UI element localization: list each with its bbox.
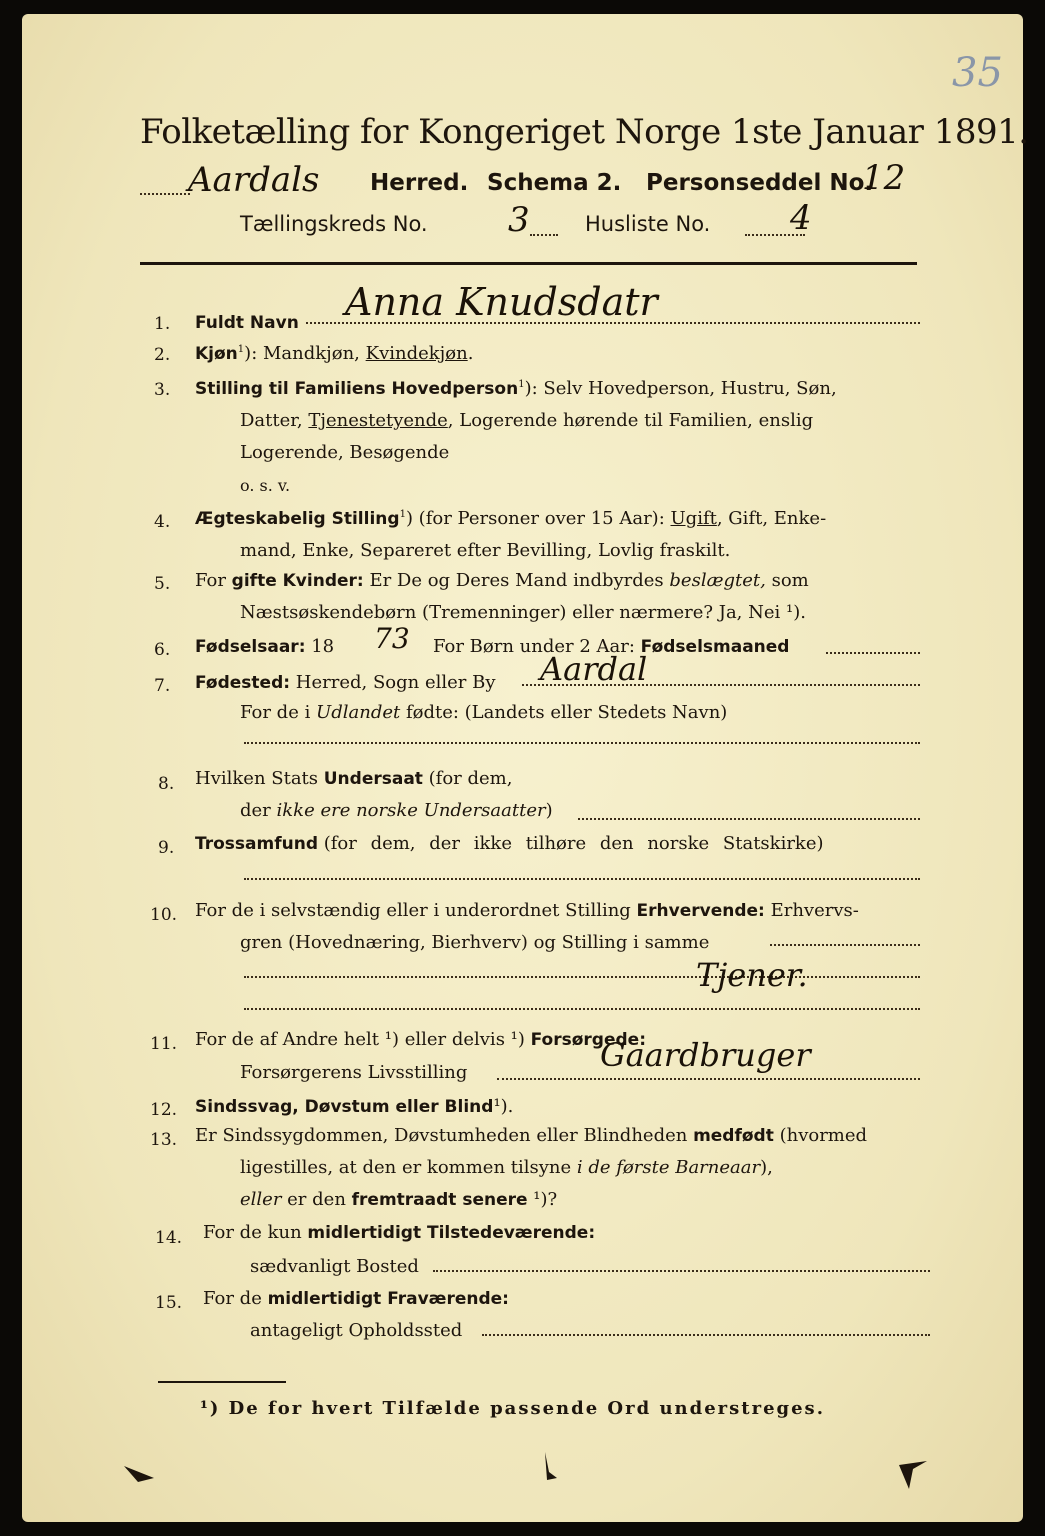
q14-l1-a: For de kun bbox=[203, 1222, 308, 1243]
q9-line bbox=[195, 833, 824, 854]
q7-line1 bbox=[195, 672, 496, 693]
q6-prefix: 18 bbox=[311, 636, 335, 657]
q8-l1-b: (for dem, bbox=[422, 768, 513, 789]
form-title: Folketælling for Kongeriget Norge 1ste Januar 1891. bbox=[140, 112, 1029, 152]
q7-number: 7. bbox=[154, 676, 171, 696]
personseddel-label: Personseddel No. bbox=[646, 170, 874, 196]
q10-line2: gren (Hovednæring, Bierhverv) og Stilling i samme bbox=[240, 932, 710, 953]
q3-line4: o. s. v. bbox=[240, 476, 291, 495]
q13-l2-b: ), bbox=[760, 1157, 773, 1178]
q13-l1-b: (hvormed bbox=[773, 1125, 868, 1146]
q3-label: Stilling til Familiens Hovedperson bbox=[195, 379, 519, 399]
q15-line2: antageligt Opholdssted bbox=[250, 1320, 463, 1341]
q15-l1-bold: midlertidigt Fraværende: bbox=[267, 1289, 509, 1309]
q5-line2: Næstsøskendebørn (Tremenninger) eller nærmere? Ja, Nei ¹). bbox=[240, 602, 806, 623]
q13-l3-bold: fremtraadt senere bbox=[351, 1190, 528, 1210]
schema-label: Schema 2. bbox=[487, 170, 622, 196]
husliste-value: 4 bbox=[790, 198, 812, 238]
q3-l2-b: , Logerende hørende til Familien, enslig bbox=[447, 410, 814, 431]
q10-number: 10. bbox=[150, 905, 178, 925]
q11-value: Gaardbruger bbox=[600, 1036, 811, 1074]
taellingskreds-label: Tællingskreds No. bbox=[240, 212, 428, 236]
q6-label: Fødselsaar: bbox=[195, 637, 306, 657]
q10-value: Tjener. bbox=[696, 956, 808, 994]
q7-label: Fødested: bbox=[195, 673, 291, 693]
q11-number: 11. bbox=[150, 1034, 178, 1054]
q4-selected: Ugift bbox=[670, 508, 717, 529]
q10-dots-1 bbox=[770, 944, 920, 946]
q3-l2-a: Datter, bbox=[240, 410, 309, 431]
q2-sup: 1 bbox=[237, 344, 245, 355]
q5-l1-bold: gifte Kvinder: bbox=[231, 571, 364, 591]
q6-number: 6. bbox=[154, 640, 171, 660]
center-mark bbox=[535, 1450, 565, 1490]
q10-l1-b: Erhvervs- bbox=[764, 900, 859, 921]
q9-rest: (for dem, der ikke tilhøre den norske Statskirke) bbox=[323, 833, 824, 854]
q6-line bbox=[195, 636, 334, 657]
q14-number: 14. bbox=[155, 1228, 183, 1248]
q8-number: 8. bbox=[158, 774, 175, 794]
q15-dots bbox=[482, 1334, 930, 1336]
herred-label: Herred. bbox=[370, 170, 469, 196]
q8-l2-it: ikke ere norske Undersaatter bbox=[276, 800, 546, 821]
q13-line3 bbox=[240, 1189, 557, 1210]
q5-l1-it: beslægtet, bbox=[669, 570, 766, 591]
q8-l2-b: ) bbox=[545, 800, 553, 821]
q10-dots-3 bbox=[244, 1008, 920, 1010]
q3-l1-rest: ): Selv Hovedperson, Hustru, Søn, bbox=[524, 378, 837, 399]
herred-value: Aardals bbox=[188, 160, 320, 200]
corner-mark-right bbox=[895, 1455, 935, 1495]
q10-l1-a: For de i selvstændig eller i underordnet Stilling bbox=[195, 900, 637, 921]
q11-line2: Forsørgerens Livsstilling bbox=[240, 1062, 468, 1083]
q9-label: Trossamfund bbox=[195, 834, 318, 854]
q5-l1-b: Er De og Deres Mand indbyrdes bbox=[363, 570, 670, 591]
q12-end: ¹). bbox=[493, 1096, 514, 1117]
q4-l1-end: , Gift, Enke- bbox=[716, 508, 827, 529]
q15-l1-a: For de bbox=[203, 1288, 268, 1309]
q7-l2-b: fødte: (Landets eller Stedets Navn) bbox=[400, 702, 728, 723]
q11-l1-bold: Forsørgede: bbox=[530, 1030, 646, 1050]
q10-l1-bold: Erhvervende: bbox=[636, 901, 765, 921]
q13-number: 13. bbox=[150, 1130, 178, 1150]
q3-line3: Logerende, Besøgende bbox=[240, 442, 450, 463]
q6-value: 73 bbox=[374, 622, 410, 655]
q10-line1 bbox=[195, 900, 859, 921]
q7-l2-it: Udlandet bbox=[316, 702, 401, 723]
q8-l1-bold: Undersaat bbox=[323, 769, 423, 789]
q3-line2 bbox=[240, 410, 813, 431]
q13-l2-it: i de første Barneaar bbox=[576, 1157, 761, 1178]
q4-label: Ægteskabelig Stilling bbox=[195, 509, 400, 529]
q13-l3-it: eller bbox=[240, 1189, 282, 1210]
q11-line1 bbox=[195, 1029, 646, 1050]
q4-number: 4. bbox=[154, 512, 171, 532]
q4-line2: mand, Enke, Separeret efter Bevilling, Lovlig fraskilt. bbox=[240, 540, 731, 561]
q15-line1 bbox=[203, 1288, 509, 1309]
q8-line1 bbox=[195, 768, 512, 789]
q3-line1: Stilling til Familiens Hovedperson$^1$): Selv Hovedperson, Hustru, Søn, bbox=[195, 378, 837, 399]
footnote-rule bbox=[158, 1381, 286, 1383]
q13-line2 bbox=[240, 1157, 773, 1178]
q5-l1-a: For bbox=[195, 570, 232, 591]
q2-end: . bbox=[467, 343, 474, 364]
herred-dots bbox=[140, 193, 190, 195]
q8-dots bbox=[578, 818, 920, 820]
q7-rest: Herred, Sogn eller By bbox=[295, 672, 496, 693]
q10-dots-2 bbox=[244, 976, 920, 978]
q12-line bbox=[195, 1096, 513, 1117]
taellingskreds-value: 3 bbox=[508, 200, 530, 240]
q13-l2-a: ligestilles, at den er kommen tilsyne bbox=[240, 1157, 577, 1178]
q2-number: 2. bbox=[154, 345, 171, 365]
husliste-label: Husliste No. bbox=[585, 212, 711, 236]
q5-l1-c: som bbox=[765, 570, 809, 591]
q13-line1 bbox=[195, 1125, 867, 1146]
taellingskreds-dots bbox=[530, 234, 558, 236]
personseddel-value: 12 bbox=[862, 158, 906, 198]
footnote: ¹) De for hvert Tilfælde passende Ord understreges. bbox=[200, 1398, 825, 1419]
q5-number: 5. bbox=[154, 574, 171, 594]
q14-line1 bbox=[203, 1222, 595, 1243]
q9-dots bbox=[244, 878, 920, 880]
q4-l1-rest: ) (for Personer over 15 Aar): bbox=[405, 508, 671, 529]
q13-l3-a: er den bbox=[281, 1189, 352, 1210]
q7-dots-2 bbox=[244, 742, 920, 744]
page-number: 35 bbox=[952, 50, 1003, 96]
q7-l2-a: For de i bbox=[240, 702, 317, 723]
q12-number: 12. bbox=[150, 1100, 178, 1120]
q4-line1: Ægteskabelig Stilling$^1$) (for Personer over 15 Aar): Ugift, Gift, Enke- bbox=[195, 508, 827, 529]
corner-mark-left bbox=[120, 1460, 160, 1490]
q13-l1-a: Er Sindssygdommen, Døvstumheden eller Blindheden bbox=[195, 1125, 694, 1146]
q2-line bbox=[195, 343, 473, 364]
q14-line2: sædvanligt Bosted bbox=[250, 1256, 419, 1277]
q1-value: Anna Knudsdatr bbox=[345, 280, 658, 324]
q2-label: Kjøn bbox=[195, 344, 238, 364]
q12-label: Sindssvag, Døvstum eller Blind bbox=[195, 1097, 494, 1117]
q13-l3-b: ¹)? bbox=[527, 1189, 558, 1210]
q15-number: 15. bbox=[155, 1293, 183, 1313]
q1-label: Fuldt Navn bbox=[195, 313, 299, 333]
q8-l2-a: der bbox=[240, 800, 277, 821]
q6-rest: For Børn under 2 Aar: bbox=[433, 636, 635, 657]
q2-selected: Kvindekjøn bbox=[365, 343, 468, 364]
q11-l1-a: For de af Andre helt ¹) eller delvis ¹) bbox=[195, 1029, 531, 1050]
header-rule bbox=[140, 262, 917, 265]
q5-line1 bbox=[195, 570, 809, 591]
q8-line2 bbox=[240, 800, 553, 821]
q7-line2 bbox=[240, 702, 727, 723]
q6-label2: Fødselsmaaned bbox=[640, 637, 790, 657]
q2-rest: ): Mandkjøn, bbox=[244, 343, 366, 364]
q8-l1-a: Hvilken Stats bbox=[195, 768, 324, 789]
q13-l1-bold: medfødt bbox=[693, 1126, 774, 1146]
q7-value: Aardal bbox=[540, 650, 648, 688]
q6-dots bbox=[826, 652, 920, 654]
q11-dots bbox=[497, 1078, 920, 1080]
q14-l1-bold: midlertidigt Tilstedeværende: bbox=[307, 1223, 596, 1243]
q9-number: 9. bbox=[158, 838, 175, 858]
q3-number: 3. bbox=[154, 380, 171, 400]
q14-dots bbox=[433, 1270, 930, 1272]
q1-number: 1. bbox=[154, 314, 171, 334]
q3-selected: Tjenestetyende bbox=[308, 410, 448, 431]
